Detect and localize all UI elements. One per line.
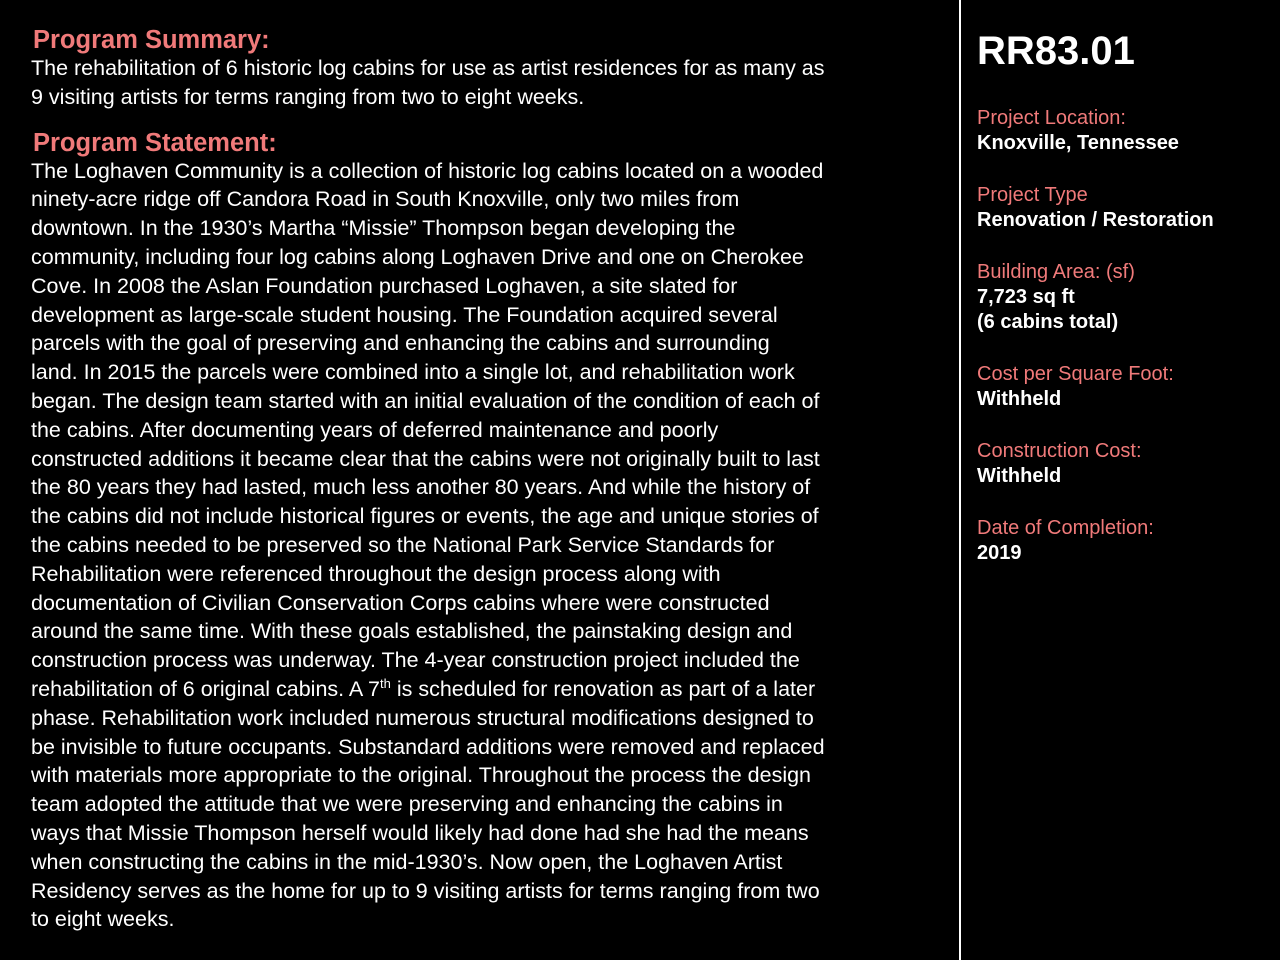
field-label: Cost per Square Foot: [977,363,1174,385]
main-content [31,26,941,934]
field-label: Project Type [977,184,1088,206]
vertical-divider [959,0,961,960]
field-value: Withheld [977,388,1062,410]
program-summary-text: The rehabilitation of 6 historic log cabins for use as artist residences for as many as 9 visiting artists for terms ranging from two to eight weeks. [31,56,825,109]
program-statement-text [31,157,941,935]
field-value: Withheld [977,465,1062,487]
ordinal-superscript: th [380,675,391,691]
program-statement-text-part1: The Loghaven Community is a collection of historic log cabins located on a wooded ninety-acre ridge off Candora Road in South Knoxville, only two miles from downtown. In the 1930’s Martha “Missie” Thompson began developing the community, including four log cabins along Loghaven Drive and one on Cherokee Cove. In 2008 the Aslan Foundation purchased Loghaven, a site slated for development as large-scale student housing. The Foundation acquired several parcels with the goal of preserving and enhancing the cabins and surrounding land. In 2015 the parcels were combined into a single lot, and rehabilitation work began. The design team started with an initial evaluation of the condition of each of the cabins. After documenting years of deferred maintenance and poorly constructed additions it became clear that the cabins were not originally built to last the 80 years they had lasted, much less another 80 years. And while the history of the cabins did not include historical figures or events, the age and unique stories of the cabins needed to be preserved so the National Park Service Standards for Rehabilitation were referenced throughout the design process along with documentation of Civilian Conservation Corps cabins where were constructed around the same time. With these goals established, the painstaking design and construction process was underway. The 4-year construction project included the rehabilitation of 6 original cabins. A 7 [31,158,824,701]
program-statement-heading: Program Statement: [33,128,277,157]
field-project-type [977,183,1267,233]
field-value: 7,723 sq ft (6 cabins total) [977,286,1119,333]
project-id: RR83.01 [977,29,1135,73]
field-label: Date of Completion: [977,517,1154,539]
field-cost-per-square-foot [977,362,1267,412]
field-value: Renovation / Restoration [977,209,1214,231]
field-construction-cost [977,439,1267,489]
field-project-location [977,106,1267,156]
field-value: Knoxville, Tennessee [977,132,1179,154]
program-statement-text-part2: is scheduled for renovation as part of a later phase. Rehabilitation work included numerous structural modifications designed to be invisible to future occupants. Substandard additions were removed and replaced with materials more appropriate to the original. Throughout the process the design team adopted the attitude that we were preserving and enhancing the cabins in ways that Missie Thompson herself would likely had done had she had the means when constructing the cabins in the mid-1930’s. Now open, the Loghaven Artist Residency serves as the home for up to 9 visiting artists for terms ranging from two to eight weeks. [31,676,825,932]
field-building-area [977,260,1267,335]
field-label: Project Location: [977,107,1126,129]
field-label: Construction Cost: [977,440,1142,462]
field-date-of-completion [977,516,1267,566]
program-summary-heading: Program Summary: [33,26,270,54]
project-info-panel [977,28,1267,593]
field-value: 2019 [977,542,1022,564]
field-label: Building Area: (sf) [977,261,1135,283]
